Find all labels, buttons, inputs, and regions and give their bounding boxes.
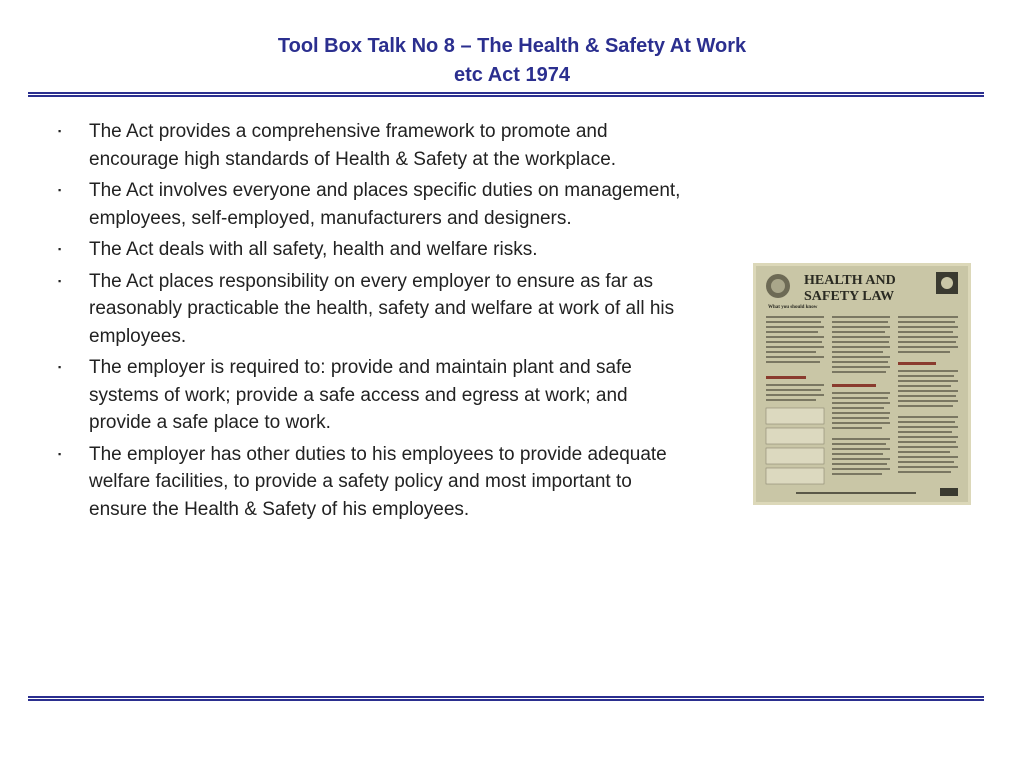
poster-heading-line-2: SAFETY LAW [804, 289, 895, 304]
bullet-marker: ▪ [58, 448, 62, 459]
footer-logo-icon [940, 488, 958, 496]
bullet-marker: ▪ [58, 126, 62, 136]
bottom-divider [28, 696, 984, 701]
health-and-safety-law-poster-image [753, 263, 971, 505]
bullet-text: The Act involves everyone and places specific duties on management, employees, self-employed, manufacturers and designers. [89, 180, 681, 229]
bullet-text: The Act provides a comprehensive framework to promote and encourage high standards of Health & Safety at the workplace. [89, 121, 617, 170]
bullet-marker: ▪ [58, 185, 62, 195]
slide-title-line-2: etc Act 1974 [454, 64, 570, 86]
bullet-marker: ▪ [58, 275, 62, 286]
bullet-text: The Act deals with all safety, health and welfare risks. [89, 239, 538, 260]
bullet-text: The employer has other duties to his employees to provide adequate welfare facilities, to provide a safety policy and most important to ensure the Health & Safety of his employees. [89, 443, 667, 520]
bullet-item [55, 441, 690, 524]
poster-heading-line-1: HEALTH AND [804, 273, 896, 288]
bullet-item [55, 177, 690, 232]
bullet-text: The employer is required to: provide and maintain plant and safe systems of work; provide a safe access and egress at work; and provide a safe place to work. [89, 357, 632, 433]
bullet-item [55, 236, 690, 264]
hse-emblem-icon [936, 272, 958, 294]
poster-subheading: What you should know [768, 305, 818, 310]
bullet-item [55, 118, 690, 173]
slide-title-line-1: Tool Box Talk No 8 – The Health & Safety At Work [277, 35, 747, 57]
bullet-marker: ▪ [58, 244, 62, 254]
top-divider [28, 92, 984, 97]
bullet-list [55, 118, 690, 527]
bullet-marker: ▪ [58, 362, 62, 372]
crest-icon [766, 274, 790, 298]
bullet-text: The Act places responsibility on every employer to ensure as far as reasonably practicable the health, safety and welfare at work of all his employees. [89, 270, 675, 347]
bullet-item [55, 354, 690, 437]
slide-title [150, 32, 874, 90]
bullet-item [55, 268, 690, 351]
